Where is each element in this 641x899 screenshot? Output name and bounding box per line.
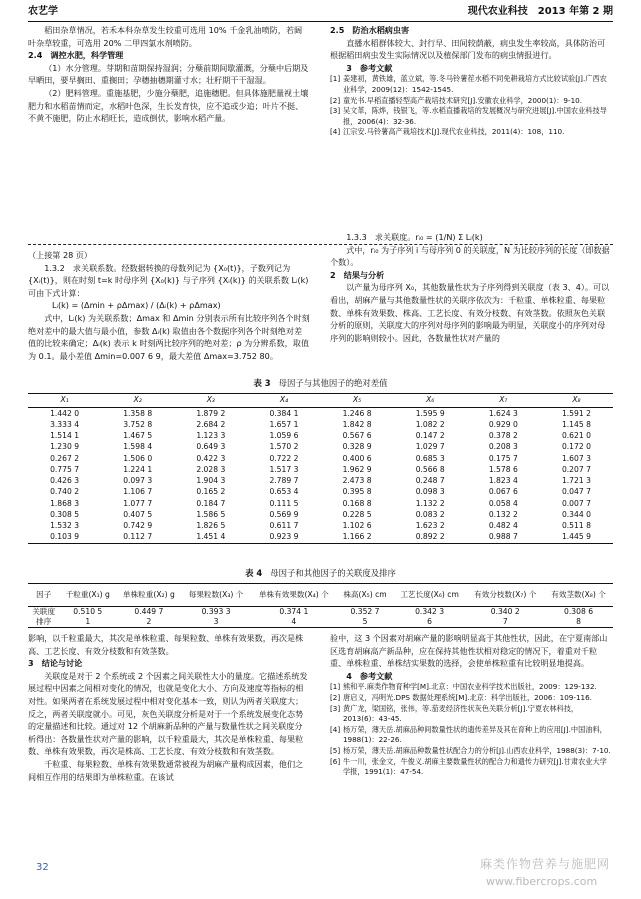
table-cell: 0.103 9 <box>50 532 80 542</box>
table-row <box>28 441 613 452</box>
reference-number: [3] <box>330 106 341 116</box>
table3-column-header: X₁ <box>28 394 101 408</box>
table-cell: 0.132 2 <box>488 509 518 519</box>
table-cell: 0.112 7 <box>123 532 153 542</box>
reference-item <box>330 746 613 757</box>
table4-row-label: 关联度 排序 <box>32 607 56 626</box>
table-cell: 1.224 1 <box>123 464 153 474</box>
table-cell: 0.007 7 <box>561 498 591 508</box>
table-cell: 0.207 7 <box>561 464 591 474</box>
table-cell: 1.823 4 <box>488 476 518 486</box>
table-cell: 0.395 8 <box>342 487 372 497</box>
reference-text: 江宗安.马铃薯高产栽培技术[J].现代农业科技，2011(4)：108，110. <box>342 127 565 137</box>
paragraph: 关联度是对于 2 个系统或 2 个因素之间关联性大小的量度。它描述系统发展过程中因素之间相对变化的情况，也就是变化大小、方向及速度等指标的相对性。如果两者在系统发展过程中相对变化基本一致，则认为两者关联度大；反之，两者关联度就小。可见，灰色关联度分析是对于一个系统发展变化态势的定量描述和比较。通过对 12 个胡麻新品种的产量与数量性状之间关联度分析得出：各数量性状对产量的影响，以千粒重最大，其次是单株粒重、每果粒数、单株有效果数，再次是株高、工艺长度、有效分枝数和有效茎数。 <box>28 670 308 757</box>
table-cell: 1.106 7 <box>123 487 153 497</box>
table-cell: 1.132 2 <box>415 498 445 508</box>
table3-column-header: X₅ <box>321 394 394 408</box>
table-row <box>28 531 613 543</box>
table-cell: 0.407 5 <box>123 509 153 519</box>
table4-column-header: 单株粒重(X₂) g <box>116 584 182 607</box>
table-cell: 1.586 5 <box>196 509 226 519</box>
table3-column-header: X₄ <box>247 394 320 408</box>
table-cell: 1.595 9 <box>415 408 445 418</box>
table-cell: 0.147 2 <box>415 431 445 441</box>
table-cell: 0.722 2 <box>269 453 299 463</box>
reference-text: 黄广龙，梁国铭，张伟，等.茄麦经济性状灰色关联分析[J].宁夏农林科技，2013(6)：43-45. <box>342 703 579 724</box>
table-cell: 0.923 9 <box>269 532 299 542</box>
reference-item <box>330 96 613 107</box>
journal-issue-label: 现代农业科技 2013 年第 2 期 <box>467 6 613 17</box>
table-cell: 0.566 8 <box>415 464 445 474</box>
watermark-title: 麻类作物营养与施肥网 <box>480 857 611 871</box>
table-cell: 0.775 7 <box>50 464 80 474</box>
table-cell: 1.842 8 <box>342 419 372 429</box>
table-cell: 0.175 7 <box>488 453 518 463</box>
table4-caption <box>0 567 641 580</box>
reference-number: [1] <box>330 74 341 84</box>
table-row <box>28 475 613 486</box>
table-cell: 1.578 6 <box>488 464 518 474</box>
table-row <box>28 509 613 520</box>
table-cell: 1.962 9 <box>342 464 372 474</box>
page-number: 32 <box>36 862 49 873</box>
table3-title: 母因子与其他因子的绝对差值 <box>278 378 388 388</box>
table-cell: 1.623 2 <box>415 521 445 531</box>
table-cell: 1.077 7 <box>123 498 153 508</box>
table-cell: 1.868 3 <box>50 498 80 508</box>
paragraph: （2）肥料管理。重施基肥，少施分蘖肥，追施穗肥。但具体施肥量视土壤肥力和水稻苗情而定，水稻叶色深，生长发育快，应不追或少追；叶片不挺、不黄不施肥，防止水稻旺长，造成倒伏，影响水稻产量。 <box>28 87 309 124</box>
table-cell: 0.184 7 <box>196 498 226 508</box>
paragraph: （1）水分管理。芽期和苗期保持湿润；分蘖前期间歇灌溉，分蘖中后期及早晒田，要早搁田、重搁田；孕穗抽穗期灌寸水；壮籽期干干湿湿。 <box>28 62 309 86</box>
table-cell: 1.607 3 <box>561 453 591 463</box>
table-cell: 3.752 8 <box>123 419 153 429</box>
reference-text: 童光书.早稻直播轻型高产栽培技术研究[J].安徽农业科学，2000(1)：9-10. <box>342 95 583 105</box>
formula: Lᵢ(k) = (Δmin + ρΔmax) / (Δᵢ(k) + ρΔmax) <box>52 300 221 311</box>
reference-item <box>330 127 613 138</box>
reference-item <box>330 106 613 127</box>
table3-column-header: X₇ <box>467 394 540 408</box>
reference-text: 唐启义，冯明光.DPS 数据处理系统[M].北京：科学出版社，2006：109-116. <box>342 692 592 702</box>
reference-item <box>330 693 613 704</box>
table-cell: 1.826 5 <box>196 521 226 531</box>
table-cell: 0.378 2 <box>488 431 518 441</box>
reference-item <box>330 704 613 725</box>
table-cell: 1.451 4 <box>196 532 226 542</box>
table3-column-header: X₆ <box>394 394 467 408</box>
table-cell: 1.904 3 <box>196 476 226 486</box>
paragraph: 式中，Lᵢ(k) 为关联系数；Δmax 和 Δmin 分别表示所有比较序列各个时刻绝对差中的最大值与最小值，参数 Δᵢ(k) 取值由各个数据序列各个时刻绝对差值的比较来确定；Δᵢ(k) 表示 k 时刻两比较序列的绝对差；ρ 为分辨系数，取值为 0.1。最小差值 Δmin=0.007 6 9，最大差值 Δmax=3.752 80。 <box>28 312 310 361</box>
table-cell: 0.426 3 <box>50 476 80 486</box>
table4 <box>28 583 613 628</box>
table-cell: 0.111 5 <box>269 498 299 508</box>
table-cell: 1.230 9 <box>50 442 80 452</box>
section-heading: 3 结论与讨论 <box>28 658 83 669</box>
table-cell: 0.374 1 4 <box>279 607 309 626</box>
table-cell: 1.059 6 <box>269 431 299 441</box>
table-cell: 0.058 4 <box>488 498 518 508</box>
table-cell: 2.473 8 <box>342 476 372 486</box>
bottom-left-column <box>28 632 310 783</box>
table-cell: 1.570 2 <box>269 442 299 452</box>
reference-number: [2] <box>330 95 341 105</box>
table-cell: 0.400 6 <box>342 453 372 463</box>
table-cell: 0.344 0 <box>561 509 591 519</box>
bottom-right-column <box>330 632 613 778</box>
paragraph: 1.3.3 求关联度。rᵢ₀ = (1/N) Σ Lᵢ(k) <box>346 232 483 242</box>
table-cell: 0.384 1 <box>269 408 299 418</box>
table-row <box>28 407 613 419</box>
table-cell: 1.624 3 <box>488 408 518 418</box>
table-row <box>28 430 613 441</box>
table4-title: 母因子和其他因子的关联度及排序 <box>270 568 396 578</box>
table-cell: 1.102 6 <box>342 521 372 531</box>
table-cell: 1.879 2 <box>196 408 226 418</box>
reference-text: 熊和平.麻类作物育种学[M].北京：中国农业科学技术出版社，2009：129-132. <box>342 682 597 692</box>
table-cell: 0.740 2 <box>50 487 80 497</box>
reference-number: [3] <box>330 703 341 713</box>
reference-item <box>330 74 613 95</box>
paragraph: 直播水稻群体较大、封行早、田间较荫蔽，病虫发生率较高，具体防治可根据稻田病虫发生实际情况以及植保部门发布的病虫情报进行。 <box>330 37 606 61</box>
table3 <box>28 393 613 544</box>
table-cell: 1.532 3 <box>50 521 80 531</box>
header-rule <box>28 21 613 22</box>
table-cell: 0.083 2 <box>415 509 445 519</box>
table3-caption <box>0 377 641 390</box>
table-cell: 0.449 7 2 <box>134 607 164 626</box>
watermark-url: www.fibercrops.com <box>486 875 598 888</box>
paragraph: 以产量为母序列 X₀，其他数量性状为子序列得到关联度（表 3、4）。可以看出，胡麻产量与其他数量性状的关联序依次为：千粒重、单株粒重、每果粒数、单株有效果数、株高、工艺长度、有效分枝数、有效茎数。依照灰色关联分析的原则，关联度大的序列对母序列的影响最为明显，关联度小的序列对母序列的影响则较小。因此，各数量性状对产量的 <box>330 282 610 343</box>
top-left-column <box>28 24 310 125</box>
table-cell: 0.482 4 <box>488 521 518 531</box>
journal-section-label: 农艺学 <box>28 6 58 17</box>
table-cell: 0.393 3 3 <box>201 607 231 626</box>
table3-column-header: X₃ <box>174 394 247 408</box>
table-cell: 0.511 8 <box>561 521 591 531</box>
reference-number: [2] <box>330 692 341 702</box>
table-cell: 1.166 2 <box>342 532 372 542</box>
table-cell: 0.047 7 <box>561 487 591 497</box>
table4-column-header: 工艺长度(X₆) cm <box>393 584 467 607</box>
table-cell: 0.685 3 <box>415 453 445 463</box>
references-heading: 4 参考文献 <box>346 670 393 681</box>
table-cell: 2.684 2 <box>196 419 226 429</box>
table-cell: 0.098 3 <box>415 487 445 497</box>
table-cell: 0.208 3 <box>488 442 518 452</box>
table-cell: 0.172 0 <box>561 442 591 452</box>
table4-column-header: 因子 <box>28 584 59 607</box>
table-cell: 0.340 2 7 <box>490 607 520 626</box>
table-cell: 0.988 7 <box>488 532 518 542</box>
section-heading: 2.5 防治水稻病虫害 <box>330 25 410 35</box>
table-cell: 1.123 3 <box>196 431 226 441</box>
table-cell: 0.352 7 5 <box>350 607 380 626</box>
table-cell: 0.653 4 <box>269 487 299 497</box>
table-cell: 0.228 5 <box>342 509 372 519</box>
table-row <box>28 464 613 475</box>
paragraph: 验中，这 3 个因素对胡麻产量的影响明显高于其他性状，因此，在宁夏南部山区选育胡麻高产新品种，应在保持其他性状相对稳定的情况下，着重对千粒重、单株粒重、单株结实果数的选择，会使单株粒重有比较明显地提高。 <box>330 633 608 669</box>
table-cell: 1.445 9 <box>561 532 591 542</box>
table3-column-header: X₈ <box>540 394 613 408</box>
table-cell: 0.168 8 <box>342 498 372 508</box>
table-row <box>28 419 613 430</box>
reference-text: 杨万荣，薄天岳.胡麻品种数量性状配合力的分析[J].山西农业科学，1988(3)：7-10. <box>342 745 611 755</box>
table-cell: 0.569 9 <box>269 509 299 519</box>
table-row <box>28 453 613 464</box>
table-cell: 0.165 2 <box>196 487 226 497</box>
reference-item <box>330 725 613 746</box>
table-row <box>28 498 613 509</box>
table3-column-header: X₂ <box>101 394 174 408</box>
table-cell: 0.649 3 <box>196 442 226 452</box>
table4-column-header: 有效茎数(X₈) 个 <box>544 584 613 607</box>
table3-number: 表 3 <box>253 378 271 388</box>
table-cell: 1.591 2 <box>561 408 591 418</box>
table-row <box>28 520 613 531</box>
reference-number: [4] <box>330 724 341 734</box>
reference-number: [1] <box>330 682 341 692</box>
table-row <box>28 486 613 497</box>
table-cell: 1.358 8 <box>123 408 153 418</box>
table-cell: 0.929 0 <box>488 419 518 429</box>
paragraph: 1.3.2 求关联系数。经数据转换的母数列记为 {X₀(t)}，子数列记为 {Xᵢ(t)}，则在时刻 t=k 时母序列 {X₀(k)} 与子序列 {Xᵢ(k)} 的关联系数 Lᵢ(k) 可由下式计算： <box>28 262 309 298</box>
top-right-column <box>330 24 613 138</box>
table-cell: 1.145 8 <box>561 419 591 429</box>
reference-number: [5] <box>330 745 341 755</box>
table-cell: 1.657 1 <box>269 419 299 429</box>
section-heading: 2.4 调控水肥，科学管理 <box>28 50 124 61</box>
table4-column-header: 株高(X₅) cm <box>337 584 393 607</box>
table-cell: 0.742 9 <box>123 521 153 531</box>
table-cell: 0.611 7 <box>269 521 299 531</box>
table4-column-header: 千粒重(X₁) g <box>59 584 116 607</box>
table-cell: 0.097 3 <box>123 476 153 486</box>
reference-item <box>330 757 613 778</box>
table-cell: 1.514 1 <box>50 431 80 441</box>
middle-right-column <box>330 231 613 344</box>
middle-left-column <box>28 249 310 362</box>
table-cell: 0.067 6 <box>488 487 518 497</box>
table-cell: 0.621 0 <box>561 431 591 441</box>
table-cell: 0.308 6 8 <box>564 607 594 626</box>
table-cell: 0.342 3 6 <box>415 607 445 626</box>
table-cell: 1.467 5 <box>123 431 153 441</box>
reference-number: [4] <box>330 127 341 137</box>
table4-column-header: 每果粒数(X₃) 个 <box>182 584 251 607</box>
paragraph: 式中，rᵢ₀ 为子序列 i 与母序列 0 的关联度，N 为比较序列的长度（即数据个数）。 <box>330 244 610 268</box>
reference-text: 姜建初，黄铁雄，蓝立斌，等.冬马铃薯茬水稻不同免耕栽培方式比较试验[J].广西农业科学，2009(12)：1542-1545. <box>342 74 607 94</box>
table4-column-header: 单株有效果数(X₄) 个 <box>251 584 338 607</box>
table-cell: 2.028 3 <box>196 464 226 474</box>
paragraph: 影响，以千粒重最大，其次是单株粒重、每果粒数、单株有效果数，再次是株高、工艺长度、有效分枝数和有效茎数。 <box>28 633 304 656</box>
table-cell: 1.721 3 <box>561 476 591 486</box>
reference-text: 牛一川，张金文，牛俊义.胡麻主要数量性状的配合力和遗传力研究[J].甘肃农业大学学报，1991(1)：47-54. <box>342 756 607 777</box>
references-heading: 3 参考文献 <box>346 62 393 73</box>
table-cell: 1.082 2 <box>415 419 445 429</box>
table-cell: 1.598 4 <box>123 442 153 452</box>
table-cell: 1.442 0 <box>50 408 80 418</box>
reference-number: [6] <box>330 756 341 766</box>
table-cell: 0.248 7 <box>415 476 445 486</box>
table-cell: 0.567 6 <box>342 431 372 441</box>
paragraph: 稻田杂草情况，若禾本科杂草发生较重可选用 10% 千金乳油喷防，若阔叶杂草较重，可选用 20% 二甲四氯水剂喷防。 <box>28 25 303 48</box>
table-cell: 3.333 4 <box>50 419 80 429</box>
section-heading: 2 结果与分析 <box>330 269 385 280</box>
table-cell: 0.510 5 1 <box>73 607 103 626</box>
reference-item <box>330 682 613 693</box>
table-cell: 1.029 7 <box>415 442 445 452</box>
paragraph: 千粒重、每果粒数、单株有效果数通常被视为胡麻产量构成因素，他们之间相互作用的结果即为单株粒重。在该试 <box>28 758 304 782</box>
table4-number: 表 4 <box>245 568 263 578</box>
table-cell: 2.789 7 <box>269 476 299 486</box>
table-cell: 0.267 2 <box>50 453 80 463</box>
table-cell: 1.506 0 <box>123 453 153 463</box>
table-cell: 0.422 3 <box>196 453 226 463</box>
table-cell: 1.517 3 <box>269 464 299 474</box>
table-cell: 1.246 8 <box>342 408 372 418</box>
table-cell: 0.892 2 <box>415 532 445 542</box>
paragraph: （上接第 28 页） <box>28 250 93 260</box>
reference-text: 吴文革，陈烨，钱银飞，等.水稻直播栽培的发展概况与研究进展[J].中国农业科技导报，2006(4)：32-36. <box>342 106 607 126</box>
table4-column-header: 有效分枝数(X₇) 个 <box>466 584 544 607</box>
reference-text: 杨万荣，薄天岳.胡麻品种间数量性状的遗传差异及其在育种上的应用[J].中国油料，1988(1)：22-26. <box>342 724 607 745</box>
table-cell: 0.308 5 <box>50 509 80 519</box>
table-cell: 0.328 9 <box>342 442 372 452</box>
